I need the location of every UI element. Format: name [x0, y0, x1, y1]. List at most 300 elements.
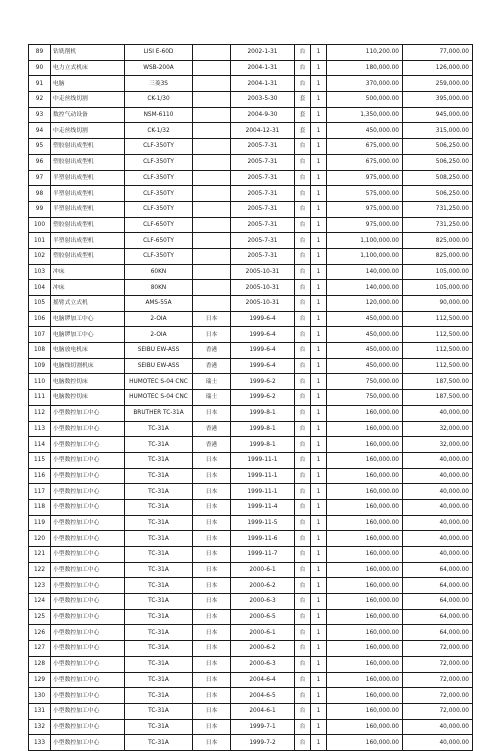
- origin-country-cell: 日本: [193, 578, 231, 594]
- original-value-cell: 140,000.00: [327, 264, 403, 280]
- original-value-cell: 180,000.00: [327, 60, 403, 76]
- quantity-cell: 1: [311, 311, 327, 327]
- original-value-cell: 450,000.00: [327, 358, 403, 374]
- equipment-name-cell: 电力立式机床: [51, 60, 125, 76]
- equipment-model-cell: TC-31A: [125, 735, 193, 751]
- quantity-cell: 1: [311, 688, 327, 704]
- quantity-cell: 1: [311, 405, 327, 421]
- quantity-cell: 1: [311, 374, 327, 390]
- unit-cell: 台: [295, 343, 311, 359]
- table-row: [29, 484, 473, 500]
- row-number-cell: 90: [29, 60, 51, 76]
- row-number-cell: 124: [29, 594, 51, 610]
- assessed-value-cell: 72,000.00: [403, 641, 473, 657]
- original-value-cell: 450,000.00: [327, 343, 403, 359]
- assessed-value-cell: 72,000.00: [403, 672, 473, 688]
- origin-country-cell: [193, 45, 231, 61]
- origin-country-cell: 日本: [193, 515, 231, 531]
- quantity-cell: 1: [311, 92, 327, 108]
- unit-cell: 台: [295, 248, 311, 264]
- quantity-cell: 1: [311, 248, 327, 264]
- table-row: [29, 703, 473, 719]
- equipment-model-cell: CLF-350TY: [125, 201, 193, 217]
- purchase-date-cell: 1999-6-4: [231, 343, 295, 359]
- quantity-cell: 1: [311, 217, 327, 233]
- row-number-cell: 110: [29, 374, 51, 390]
- equipment-model-cell: HUMOTEC S-04 CNC: [125, 374, 193, 390]
- assessed-value-cell: 40,000.00: [403, 735, 473, 751]
- equipment-name-cell: 小型数控加工中心: [51, 452, 125, 468]
- table-row: [29, 452, 473, 468]
- equipment-rows: [29, 45, 473, 751]
- table-row: [29, 641, 473, 657]
- equipment-model-cell: TC-31A: [125, 609, 193, 625]
- table-row: [29, 405, 473, 421]
- origin-country-cell: 日本: [193, 719, 231, 735]
- quantity-cell: 1: [311, 123, 327, 139]
- equipment-name-cell: 电脑锣加工中心: [51, 327, 125, 343]
- equipment-model-cell: LISI E-60D: [125, 45, 193, 61]
- origin-country-cell: [193, 107, 231, 123]
- original-value-cell: 500,000.00: [327, 92, 403, 108]
- purchase-date-cell: 1999-6-4: [231, 358, 295, 374]
- equipment-model-cell: TC-31A: [125, 452, 193, 468]
- equipment-model-cell: SEIBU EW-ASS: [125, 343, 193, 359]
- unit-cell: 台: [295, 656, 311, 672]
- assessed-value-cell: 32,000.00: [403, 437, 473, 453]
- row-number-cell: 121: [29, 547, 51, 563]
- equipment-model-cell: CLF-650TY: [125, 233, 193, 249]
- quantity-cell: 1: [311, 735, 327, 751]
- purchase-date-cell: 2005-7-31: [231, 154, 295, 170]
- equipment-name-cell: 小型数控加工中心: [51, 703, 125, 719]
- unit-cell: 台: [295, 609, 311, 625]
- row-number-cell: 118: [29, 499, 51, 515]
- origin-country-cell: [193, 139, 231, 155]
- unit-cell: 台: [295, 358, 311, 374]
- table-row: [29, 248, 473, 264]
- equipment-model-cell: 2-OIA: [125, 311, 193, 327]
- equipment-model-cell: TC-31A: [125, 719, 193, 735]
- purchase-date-cell: 1999-6-2: [231, 374, 295, 390]
- table-row: [29, 672, 473, 688]
- origin-country-cell: [193, 170, 231, 186]
- purchase-date-cell: 2005-7-31: [231, 186, 295, 202]
- purchase-date-cell: 1999-11-5: [231, 515, 295, 531]
- row-number-cell: 126: [29, 625, 51, 641]
- table-row: [29, 45, 473, 61]
- unit-cell: 台: [295, 327, 311, 343]
- original-value-cell: 370,000.00: [327, 76, 403, 92]
- assessed-value-cell: 64,000.00: [403, 625, 473, 641]
- purchase-date-cell: 2000-6-1: [231, 562, 295, 578]
- original-value-cell: 160,000.00: [327, 625, 403, 641]
- purchase-date-cell: 2005-7-31: [231, 201, 295, 217]
- equipment-model-cell: TC-31A: [125, 437, 193, 453]
- row-number-cell: 114: [29, 437, 51, 453]
- unit-cell: 台: [295, 217, 311, 233]
- unit-cell: 台: [295, 641, 311, 657]
- quantity-cell: 1: [311, 280, 327, 296]
- assessed-value-cell: 64,000.00: [403, 578, 473, 594]
- table-row: [29, 515, 473, 531]
- quantity-cell: 1: [311, 531, 327, 547]
- equipment-model-cell: CK-1/32: [125, 123, 193, 139]
- purchase-date-cell: 2005-7-31: [231, 217, 295, 233]
- unit-cell: 台: [295, 688, 311, 704]
- equipment-name-cell: 电脑: [51, 76, 125, 92]
- unit-cell: 套: [295, 123, 311, 139]
- origin-country-cell: [193, 233, 231, 249]
- assessed-value-cell: 40,000.00: [403, 515, 473, 531]
- equipment-name-cell: 小型数控加工中心: [51, 672, 125, 688]
- assessed-value-cell: 40,000.00: [403, 531, 473, 547]
- assessed-value-cell: 508,250.00: [403, 170, 473, 186]
- unit-cell: 台: [295, 547, 311, 563]
- equipment-table: [28, 44, 473, 751]
- row-number-cell: 125: [29, 609, 51, 625]
- origin-country-cell: 日本: [193, 594, 231, 610]
- table-row: [29, 358, 473, 374]
- table-row: [29, 562, 473, 578]
- assessed-value-cell: 506,250.00: [403, 139, 473, 155]
- row-number-cell: 130: [29, 688, 51, 704]
- assessed-value-cell: 315,000.00: [403, 123, 473, 139]
- quantity-cell: 1: [311, 139, 327, 155]
- quantity-cell: 1: [311, 641, 327, 657]
- row-number-cell: 115: [29, 452, 51, 468]
- unit-cell: 台: [295, 390, 311, 406]
- origin-country-cell: [193, 217, 231, 233]
- origin-country-cell: [193, 248, 231, 264]
- purchase-date-cell: 1999-8-1: [231, 437, 295, 453]
- origin-country-cell: [193, 264, 231, 280]
- equipment-model-cell: 60KN: [125, 264, 193, 280]
- equipment-model-cell: CK-1/30: [125, 92, 193, 108]
- table-row: [29, 343, 473, 359]
- quantity-cell: 1: [311, 562, 327, 578]
- unit-cell: 台: [295, 562, 311, 578]
- equipment-name-cell: 小型数控加工中心: [51, 578, 125, 594]
- origin-country-cell: 日本: [193, 609, 231, 625]
- origin-country-cell: [193, 186, 231, 202]
- origin-country-cell: [193, 92, 231, 108]
- original-value-cell: 160,000.00: [327, 499, 403, 515]
- assessed-value-cell: 40,000.00: [403, 499, 473, 515]
- original-value-cell: 160,000.00: [327, 656, 403, 672]
- quantity-cell: 1: [311, 390, 327, 406]
- equipment-name-cell: 小型数控加工中心: [51, 437, 125, 453]
- purchase-date-cell: 2000-6-3: [231, 594, 295, 610]
- row-number-cell: 116: [29, 468, 51, 484]
- equipment-model-cell: WSB-200A: [125, 60, 193, 76]
- purchase-date-cell: 2004-6-4: [231, 672, 295, 688]
- equipment-name-cell: 电脑数控切床: [51, 374, 125, 390]
- equipment-name-cell: 小型数控加工中心: [51, 656, 125, 672]
- assessed-value-cell: 77,000.00: [403, 45, 473, 61]
- origin-country-cell: 日本: [193, 484, 231, 500]
- equipment-model-cell: HUMOTEC S-04 CNC: [125, 390, 193, 406]
- original-value-cell: 450,000.00: [327, 311, 403, 327]
- equipment-name-cell: 塑胶射出成型机: [51, 217, 125, 233]
- equipment-model-cell: CLF-350TY: [125, 170, 193, 186]
- unit-cell: 台: [295, 405, 311, 421]
- table-row: [29, 390, 473, 406]
- equipment-name-cell: 小型数控加工中心: [51, 594, 125, 610]
- unit-cell: 台: [295, 468, 311, 484]
- row-number-cell: 104: [29, 280, 51, 296]
- row-number-cell: 129: [29, 672, 51, 688]
- original-value-cell: 160,000.00: [327, 452, 403, 468]
- purchase-date-cell: 2004-6-5: [231, 688, 295, 704]
- row-number-cell: 108: [29, 343, 51, 359]
- assessed-value-cell: 112,500.00: [403, 343, 473, 359]
- equipment-model-cell: TC-31A: [125, 547, 193, 563]
- quantity-cell: 1: [311, 45, 327, 61]
- purchase-date-cell: 1999-11-1: [231, 452, 295, 468]
- equipment-model-cell: TC-31A: [125, 499, 193, 515]
- unit-cell: 台: [295, 578, 311, 594]
- table-row: [29, 547, 473, 563]
- equipment-name-cell: 电脑数控切床: [51, 390, 125, 406]
- unit-cell: 台: [295, 672, 311, 688]
- equipment-model-cell: 2-OIA: [125, 327, 193, 343]
- unit-cell: 台: [295, 264, 311, 280]
- equipment-model-cell: SEIBU EW-ASS: [125, 358, 193, 374]
- row-number-cell: 122: [29, 562, 51, 578]
- original-value-cell: 140,000.00: [327, 280, 403, 296]
- unit-cell: 台: [295, 201, 311, 217]
- origin-country-cell: [193, 201, 231, 217]
- purchase-date-cell: 2005-7-31: [231, 170, 295, 186]
- quantity-cell: 1: [311, 452, 327, 468]
- equipment-model-cell: CLF-350TY: [125, 186, 193, 202]
- quantity-cell: 1: [311, 343, 327, 359]
- assessed-value-cell: 64,000.00: [403, 562, 473, 578]
- origin-country-cell: [193, 76, 231, 92]
- unit-cell: 台: [295, 437, 311, 453]
- row-number-cell: 103: [29, 264, 51, 280]
- assessed-value-cell: 40,000.00: [403, 452, 473, 468]
- assessed-value-cell: 72,000.00: [403, 688, 473, 704]
- purchase-date-cell: 2004-1-31: [231, 60, 295, 76]
- quantity-cell: 1: [311, 578, 327, 594]
- row-number-cell: 107: [29, 327, 51, 343]
- equipment-name-cell: 冲床: [51, 264, 125, 280]
- equipment-name-cell: 小型数控加工中心: [51, 547, 125, 563]
- purchase-date-cell: 1999-7-1: [231, 719, 295, 735]
- original-value-cell: 1,100,000.00: [327, 233, 403, 249]
- quantity-cell: 1: [311, 656, 327, 672]
- equipment-model-cell: TC-31A: [125, 531, 193, 547]
- equipment-name-cell: 中走丝线切割: [51, 123, 125, 139]
- original-value-cell: 160,000.00: [327, 719, 403, 735]
- equipment-name-cell: 冲床: [51, 280, 125, 296]
- row-number-cell: 100: [29, 217, 51, 233]
- quantity-cell: 1: [311, 264, 327, 280]
- table-row: [29, 421, 473, 437]
- equipment-name-cell: 小型数控加工中心: [51, 468, 125, 484]
- assessed-value-cell: 105,000.00: [403, 264, 473, 280]
- table-row: [29, 296, 473, 312]
- unit-cell: 套: [295, 107, 311, 123]
- origin-country-cell: 日本: [193, 547, 231, 563]
- equipment-name-cell: 小型数控加工中心: [51, 735, 125, 751]
- origin-country-cell: 日本: [193, 625, 231, 641]
- table-row: [29, 311, 473, 327]
- purchase-date-cell: 2003-5-30: [231, 92, 295, 108]
- quantity-cell: 1: [311, 154, 327, 170]
- quantity-cell: 1: [311, 515, 327, 531]
- assessed-value-cell: 187,500.00: [403, 374, 473, 390]
- equipment-name-cell: 塑胶射出成型机: [51, 248, 125, 264]
- unit-cell: 台: [295, 139, 311, 155]
- equipment-name-cell: 半塑射出成型机: [51, 201, 125, 217]
- original-value-cell: 575,000.00: [327, 186, 403, 202]
- original-value-cell: 160,000.00: [327, 641, 403, 657]
- equipment-name-cell: 小型数控加工中心: [51, 609, 125, 625]
- origin-country-cell: 瑞士: [193, 374, 231, 390]
- equipment-model-cell: CLF-350TY: [125, 139, 193, 155]
- origin-country-cell: [193, 60, 231, 76]
- equipment-model-cell: TC-31A: [125, 484, 193, 500]
- assessed-value-cell: 395,000.00: [403, 92, 473, 108]
- table-row: [29, 107, 473, 123]
- row-number-cell: 95: [29, 139, 51, 155]
- assessed-value-cell: 731,250.00: [403, 201, 473, 217]
- origin-country-cell: [193, 154, 231, 170]
- unit-cell: 台: [295, 515, 311, 531]
- purchase-date-cell: 1999-8-1: [231, 421, 295, 437]
- unit-cell: 台: [295, 233, 311, 249]
- quantity-cell: 1: [311, 358, 327, 374]
- row-number-cell: 112: [29, 405, 51, 421]
- row-number-cell: 101: [29, 233, 51, 249]
- original-value-cell: 110,200.00: [327, 45, 403, 61]
- equipment-name-cell: 半塑射出成型机: [51, 233, 125, 249]
- purchase-date-cell: 2004-1-31: [231, 76, 295, 92]
- original-value-cell: 975,000.00: [327, 217, 403, 233]
- original-value-cell: 160,000.00: [327, 515, 403, 531]
- equipment-model-cell: CLF-350TY: [125, 248, 193, 264]
- equipment-name-cell: 电脑锣加工中心: [51, 311, 125, 327]
- equipment-model-cell: TC-31A: [125, 515, 193, 531]
- original-value-cell: 1,350,000.00: [327, 107, 403, 123]
- origin-country-cell: 日本: [193, 656, 231, 672]
- origin-country-cell: 日本: [193, 703, 231, 719]
- assessed-value-cell: 126,000.00: [403, 60, 473, 76]
- original-value-cell: 160,000.00: [327, 547, 403, 563]
- original-value-cell: 160,000.00: [327, 562, 403, 578]
- quantity-cell: 1: [311, 76, 327, 92]
- quantity-cell: 1: [311, 421, 327, 437]
- purchase-date-cell: 2005-7-31: [231, 139, 295, 155]
- equipment-model-cell: TC-31A: [125, 468, 193, 484]
- purchase-date-cell: 1999-11-4: [231, 499, 295, 515]
- purchase-date-cell: 2005-7-31: [231, 233, 295, 249]
- original-value-cell: 160,000.00: [327, 594, 403, 610]
- origin-country-cell: [193, 296, 231, 312]
- purchase-date-cell: 2000-6-5: [231, 609, 295, 625]
- row-number-cell: 94: [29, 123, 51, 139]
- equipment-name-cell: 小型数控加工中心: [51, 405, 125, 421]
- assessed-value-cell: 112,500.00: [403, 358, 473, 374]
- purchase-date-cell: 2004-6-1: [231, 703, 295, 719]
- assessed-value-cell: 731,250.00: [403, 217, 473, 233]
- purchase-date-cell: 1999-11-1: [231, 484, 295, 500]
- table-row: [29, 154, 473, 170]
- purchase-date-cell: 2005-7-31: [231, 248, 295, 264]
- table-row: [29, 735, 473, 751]
- origin-country-cell: 日本: [193, 327, 231, 343]
- unit-cell: 台: [295, 421, 311, 437]
- row-number-cell: 93: [29, 107, 51, 123]
- unit-cell: 台: [295, 452, 311, 468]
- original-value-cell: 675,000.00: [327, 154, 403, 170]
- equipment-name-cell: 小型数控加工中心: [51, 499, 125, 515]
- unit-cell: 台: [295, 154, 311, 170]
- unit-cell: 台: [295, 170, 311, 186]
- row-number-cell: 92: [29, 92, 51, 108]
- purchase-date-cell: 2004-12-31: [231, 123, 295, 139]
- equipment-sheet: [28, 44, 472, 751]
- purchase-date-cell: 2005-10-31: [231, 280, 295, 296]
- unit-cell: 台: [295, 186, 311, 202]
- equipment-name-cell: 数控气动设备: [51, 107, 125, 123]
- assessed-value-cell: 40,000.00: [403, 468, 473, 484]
- unit-cell: 台: [295, 311, 311, 327]
- quantity-cell: 1: [311, 201, 327, 217]
- equipment-name-cell: 塑胶射出成型机: [51, 139, 125, 155]
- table-row: [29, 264, 473, 280]
- equipment-model-cell: CLF-350TY: [125, 154, 193, 170]
- origin-country-cell: 日本: [193, 735, 231, 751]
- equipment-name-cell: 小型数控加工中心: [51, 515, 125, 531]
- origin-country-cell: 日本: [193, 531, 231, 547]
- origin-country-cell: 日本: [193, 562, 231, 578]
- original-value-cell: 160,000.00: [327, 609, 403, 625]
- row-number-cell: 97: [29, 170, 51, 186]
- row-number-cell: 111: [29, 390, 51, 406]
- purchase-date-cell: 2004-9-30: [231, 107, 295, 123]
- row-number-cell: 128: [29, 656, 51, 672]
- quantity-cell: 1: [311, 233, 327, 249]
- table-row: [29, 719, 473, 735]
- origin-country-cell: 香港: [193, 421, 231, 437]
- row-number-cell: 105: [29, 296, 51, 312]
- original-value-cell: 450,000.00: [327, 123, 403, 139]
- unit-cell: 台: [295, 76, 311, 92]
- assessed-value-cell: 32,000.00: [403, 421, 473, 437]
- equipment-model-cell: 80KN: [125, 280, 193, 296]
- quantity-cell: 1: [311, 672, 327, 688]
- equipment-model-cell: TC-31A: [125, 672, 193, 688]
- row-number-cell: 123: [29, 578, 51, 594]
- original-value-cell: 750,000.00: [327, 374, 403, 390]
- equipment-model-cell: 三菱3S: [125, 76, 193, 92]
- table-row: [29, 531, 473, 547]
- row-number-cell: 106: [29, 311, 51, 327]
- quantity-cell: 1: [311, 609, 327, 625]
- purchase-date-cell: 1999-6-4: [231, 327, 295, 343]
- row-number-cell: 133: [29, 735, 51, 751]
- assessed-value-cell: 90,000.00: [403, 296, 473, 312]
- unit-cell: 台: [295, 594, 311, 610]
- purchase-date-cell: 2002-1-31: [231, 45, 295, 61]
- purchase-date-cell: 1999-6-2: [231, 390, 295, 406]
- origin-country-cell: 日本: [193, 468, 231, 484]
- equipment-model-cell: TC-31A: [125, 625, 193, 641]
